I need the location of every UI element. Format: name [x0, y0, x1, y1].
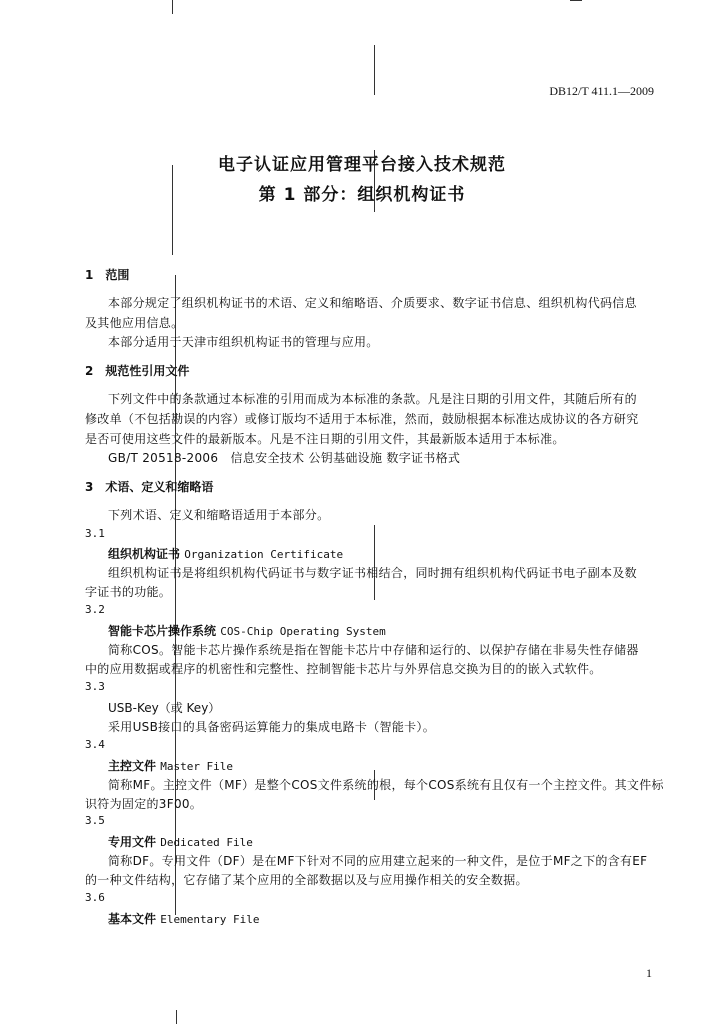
- term-title-en: Dedicated File: [160, 836, 253, 849]
- term-title: [108, 833, 253, 850]
- term-title-cn: USB-Key（或 Key）: [108, 701, 221, 715]
- scan-artifact-line: [374, 525, 375, 600]
- paragraph-line: 下列文件中的条款通过本标准的引用而成为本标准的条款。凡是注日期的引用文件，其随后所有的: [108, 392, 637, 406]
- paragraph-line: 中的应用数据或程序的机密性和完整性、控制智能卡芯片与外界信息交换为目的的嵌入式软件。: [85, 662, 602, 676]
- paragraph-line: 采用USB接口的具备密码运算能力的集成电路卡（智能卡）。: [108, 720, 436, 734]
- term-title-cn: 组织机构证书: [108, 547, 181, 561]
- term-number: 3.1: [85, 527, 105, 540]
- paragraph-line: 简称MF。主控文件（MF）是整个COS文件系统的根，每个COS系统有且仅有一个主控文件。其文件标: [108, 778, 664, 792]
- paragraph-line: 是否可使用这些文件的最新版本。凡是不注日期的引用文件，其最新版本适用于本标准。: [85, 432, 565, 446]
- section-heading: 3 术语、定义和缩略语: [85, 480, 214, 494]
- paragraph-line: 的一种文件结构，它存储了某个应用的全部数据以及与应用操作相关的安全数据。: [85, 873, 528, 887]
- term-title-cn: 主控文件: [108, 759, 157, 773]
- paragraph-line: 识符为固定的3F00。: [85, 797, 203, 811]
- term-number: 3.3: [85, 680, 105, 693]
- paragraph-line: 组织机构证书是将组织机构代码证书与数字证书相结合，同时拥有组织机构代码证书电子副本及数: [108, 566, 637, 580]
- term-number: 3.2: [85, 603, 105, 616]
- term-title-en: COS-Chip Operating System: [220, 625, 386, 638]
- page-number: 1: [646, 966, 652, 980]
- document-code: DB12/T 411.1—2009: [549, 84, 654, 98]
- scan-artifact-line: [570, 0, 582, 1]
- paragraph-line: 本部分适用于天津市组织机构证书的管理与应用。: [108, 335, 379, 349]
- section-heading: 1 范围: [85, 268, 130, 282]
- term-title-cn: 智能卡芯片操作系统: [108, 624, 217, 638]
- paragraph-line: 下列术语、定义和缩略语适用于本部分。: [108, 508, 330, 522]
- paragraph-line: 修改单（不包括勘误的内容）或修订版均不适用于本标准，然而，鼓励根据本标准达成协议的各方研究: [85, 412, 639, 426]
- term-title-en: Elementary File: [160, 913, 260, 926]
- term-title-en: Organization Certificate: [184, 548, 344, 561]
- scan-artifact-line: [172, 165, 173, 255]
- paragraph-line: 及其他应用信息。: [85, 316, 184, 330]
- term-title-en: Master File: [160, 760, 234, 773]
- document-subtitle: 第 1 部分：组织机构证书: [258, 185, 466, 205]
- term-title: [108, 910, 260, 927]
- term-title-cn: 基本文件: [108, 912, 157, 926]
- term-title: [108, 757, 233, 774]
- term-number: 3.5: [85, 814, 105, 827]
- term-title: [108, 622, 386, 639]
- term-title: [108, 699, 220, 716]
- scan-artifact-line: [172, 0, 173, 14]
- paragraph-line: 简称COS。智能卡芯片操作系统是指在智能卡芯片中存储和运行的、以保护存储在非易失性存储器: [108, 643, 639, 657]
- paragraph-line: 简称DF。专用文件（DF）是在MF下针对不同的应用建立起来的一种文件，是位于MF之下的含有EF: [108, 854, 648, 868]
- paragraph-line: 本部分规定了组织机构证书的术语、定义和缩略语、介质要求、数字证书信息、组织机构代码信息: [108, 296, 637, 310]
- term-title: [108, 545, 343, 562]
- reference-line: GB/T 20518-2006 信息安全技术 公钥基础设施 数字证书格式: [108, 451, 461, 465]
- term-number: 3.4: [85, 738, 105, 751]
- scan-artifact-line: [374, 45, 375, 95]
- term-number: 3.6: [85, 891, 105, 904]
- scan-artifact-line: [176, 1010, 177, 1024]
- document-title: 电子认证应用管理平台接入技术规范: [218, 155, 506, 175]
- section-heading: 2 规范性引用文件: [85, 364, 190, 378]
- term-title-cn: 专用文件: [108, 835, 157, 849]
- paragraph-line: 字证书的功能。: [85, 585, 172, 599]
